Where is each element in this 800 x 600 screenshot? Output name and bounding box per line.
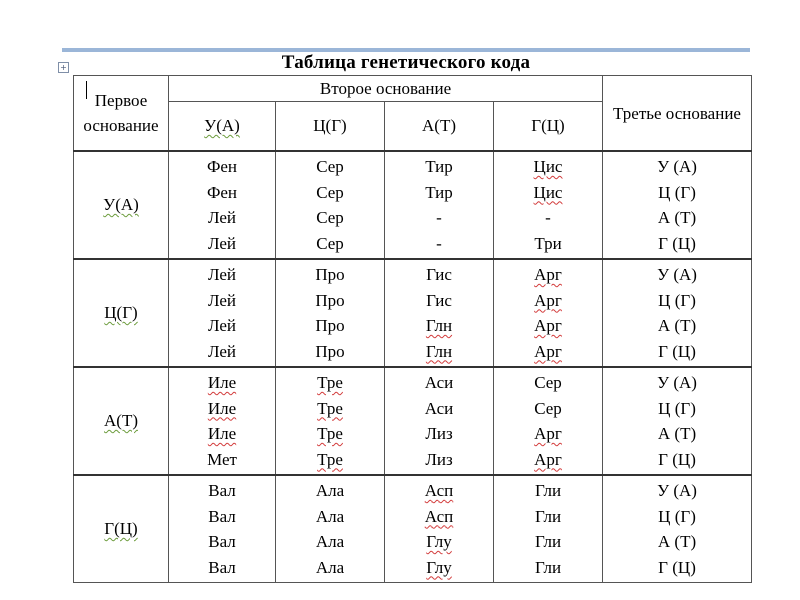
page-title: Таблица генетического кода xyxy=(281,52,531,73)
amino-acid: Арг xyxy=(534,341,562,361)
amino-acid: Глу xyxy=(426,532,452,551)
second-col-header xyxy=(169,102,276,152)
amino-acid: Сер xyxy=(534,373,562,392)
amino-acid: Гли xyxy=(534,481,562,500)
third-base-cell xyxy=(603,151,752,259)
amino-acid: Гис xyxy=(426,265,452,284)
second-col-header-label: Ц(Г) xyxy=(313,116,347,135)
amino-acid: Ала xyxy=(315,557,345,577)
amino-acid: Иле xyxy=(207,424,237,443)
second-base-header: Второе основание xyxy=(169,76,603,102)
third-base-label: Ц (Г) xyxy=(658,398,696,418)
amino-acid-cell xyxy=(276,259,385,367)
amino-acid: Тре xyxy=(317,398,343,418)
text-cursor xyxy=(86,81,87,99)
amino-acid: Сер xyxy=(316,208,344,227)
codon-group-row xyxy=(74,259,752,367)
amino-acid: Сер xyxy=(534,398,562,418)
third-base-label: У (А) xyxy=(657,481,697,500)
amino-acid: Арг xyxy=(534,424,562,443)
third-base-label: А (Т) xyxy=(657,316,697,335)
codon-group-row xyxy=(74,475,752,583)
third-base-label: Г (Ц) xyxy=(658,449,696,469)
third-base-label: У (А) xyxy=(657,373,697,392)
amino-acid: Лиз xyxy=(425,449,453,469)
amino-acid: Глн xyxy=(425,341,453,361)
amino-acid: Сер xyxy=(316,157,344,176)
amino-acid: Ала xyxy=(315,532,345,551)
amino-acid: Цис xyxy=(533,157,563,176)
amino-acid-cell xyxy=(385,475,494,583)
amino-acid: Тре xyxy=(317,449,343,469)
amino-acid: Цис xyxy=(533,182,563,202)
amino-acid-cell xyxy=(494,259,603,367)
amino-acid: Асп xyxy=(424,481,454,500)
amino-acid: Лей xyxy=(207,316,237,335)
amino-acid: Мет xyxy=(207,449,237,469)
first-base-cell xyxy=(74,259,169,367)
codon-group-row xyxy=(74,367,752,475)
amino-acid-cell xyxy=(276,151,385,259)
codon-group-row xyxy=(74,151,752,259)
second-col-header-label: Г(Ц) xyxy=(531,116,565,135)
first-base-cell xyxy=(74,475,169,583)
third-base-cell xyxy=(603,475,752,583)
amino-acid: Сер xyxy=(316,182,344,202)
amino-acid: Глн xyxy=(425,316,453,335)
amino-acid-cell xyxy=(385,367,494,475)
amino-acid-cell xyxy=(276,475,385,583)
amino-acid: Про xyxy=(315,265,345,284)
amino-acid: Арг xyxy=(534,316,562,335)
second-col-header-label: У(А) xyxy=(204,116,240,135)
third-base-label: Ц (Г) xyxy=(658,290,696,310)
amino-acid-cell xyxy=(494,475,603,583)
amino-acid-cell xyxy=(169,475,276,583)
third-base-label: Ц (Г) xyxy=(658,182,696,202)
amino-acid: Про xyxy=(315,290,345,310)
amino-acid: Лей xyxy=(207,265,237,284)
amino-acid: Тре xyxy=(317,373,343,392)
third-base-header xyxy=(603,76,752,152)
amino-acid: Лей xyxy=(207,341,237,361)
amino-acid-cell xyxy=(494,367,603,475)
first-base-label: Г(Ц) xyxy=(104,519,138,538)
third-base-label: А (Т) xyxy=(657,424,697,443)
amino-acid-cell xyxy=(494,151,603,259)
amino-acid: Глу xyxy=(426,557,452,577)
amino-acid: Арг xyxy=(534,449,562,469)
amino-acid: Аси xyxy=(424,373,454,392)
amino-acid: Гли xyxy=(534,506,562,526)
move-handle-icon[interactable]: + xyxy=(58,62,69,73)
first-base-label: У(А) xyxy=(103,195,139,214)
amino-acid: Иле xyxy=(207,373,237,392)
amino-acid: - xyxy=(545,208,551,227)
amino-acid: Арг xyxy=(534,265,562,284)
second-col-header xyxy=(385,102,494,152)
amino-acid-cell xyxy=(385,259,494,367)
amino-acid: Иле xyxy=(207,398,237,418)
third-base-label: А (Т) xyxy=(657,532,697,551)
amino-acid: - xyxy=(436,233,442,253)
amino-acid: Лей xyxy=(207,208,237,227)
first-base-header-label: Первое основание xyxy=(83,91,159,135)
amino-acid: Ала xyxy=(315,506,345,526)
amino-acid-cell xyxy=(169,259,276,367)
amino-acid: Ала xyxy=(315,481,345,500)
amino-acid-cell xyxy=(169,367,276,475)
third-base-label: Г (Ц) xyxy=(658,233,696,253)
second-col-header xyxy=(494,102,603,152)
amino-acid: Вал xyxy=(208,557,236,577)
second-col-header xyxy=(276,102,385,152)
first-base-label: А(Т) xyxy=(104,411,138,430)
amino-acid: Про xyxy=(315,316,345,335)
second-col-header-label: А(Т) xyxy=(422,116,456,135)
amino-acid: Лиз xyxy=(425,424,453,443)
amino-acid: Фен xyxy=(206,182,238,202)
third-base-header-label: Третье основание xyxy=(613,103,741,123)
amino-acid: Гис xyxy=(426,290,452,310)
amino-acid: Асп xyxy=(424,506,454,526)
third-base-label: У (А) xyxy=(657,265,697,284)
amino-acid: Вал xyxy=(208,481,236,500)
third-base-label: Г (Ц) xyxy=(658,557,696,577)
amino-acid: Лей xyxy=(207,233,237,253)
third-base-cell xyxy=(603,259,752,367)
amino-acid: Про xyxy=(315,341,345,361)
amino-acid: Аси xyxy=(424,398,454,418)
amino-acid: Сер xyxy=(316,233,344,253)
amino-acid: Гли xyxy=(534,557,562,577)
amino-acid-cell xyxy=(385,151,494,259)
amino-acid: - xyxy=(436,208,442,227)
first-base-label: Ц(Г) xyxy=(104,303,138,322)
third-base-label: Г (Ц) xyxy=(658,341,696,361)
amino-acid: Вал xyxy=(208,532,236,551)
amino-acid: Лей xyxy=(207,290,237,310)
third-base-label: У (А) xyxy=(657,157,697,176)
amino-acid: Три xyxy=(534,233,562,253)
amino-acid-cell xyxy=(169,151,276,259)
third-base-cell xyxy=(603,367,752,475)
first-base-cell xyxy=(74,367,169,475)
third-base-label: А (Т) xyxy=(657,208,697,227)
genetic-code-table xyxy=(73,75,752,583)
amino-acid: Тир xyxy=(425,182,453,202)
amino-acid: Арг xyxy=(534,290,562,310)
amino-acid: Тре xyxy=(317,424,343,443)
amino-acid-cell xyxy=(276,367,385,475)
first-base-header xyxy=(74,76,169,152)
amino-acid: Фен xyxy=(206,157,238,176)
first-base-cell xyxy=(74,151,169,259)
amino-acid: Гли xyxy=(534,532,562,551)
third-base-label: Ц (Г) xyxy=(658,506,696,526)
amino-acid: Вал xyxy=(208,506,236,526)
amino-acid: Тир xyxy=(425,157,453,176)
